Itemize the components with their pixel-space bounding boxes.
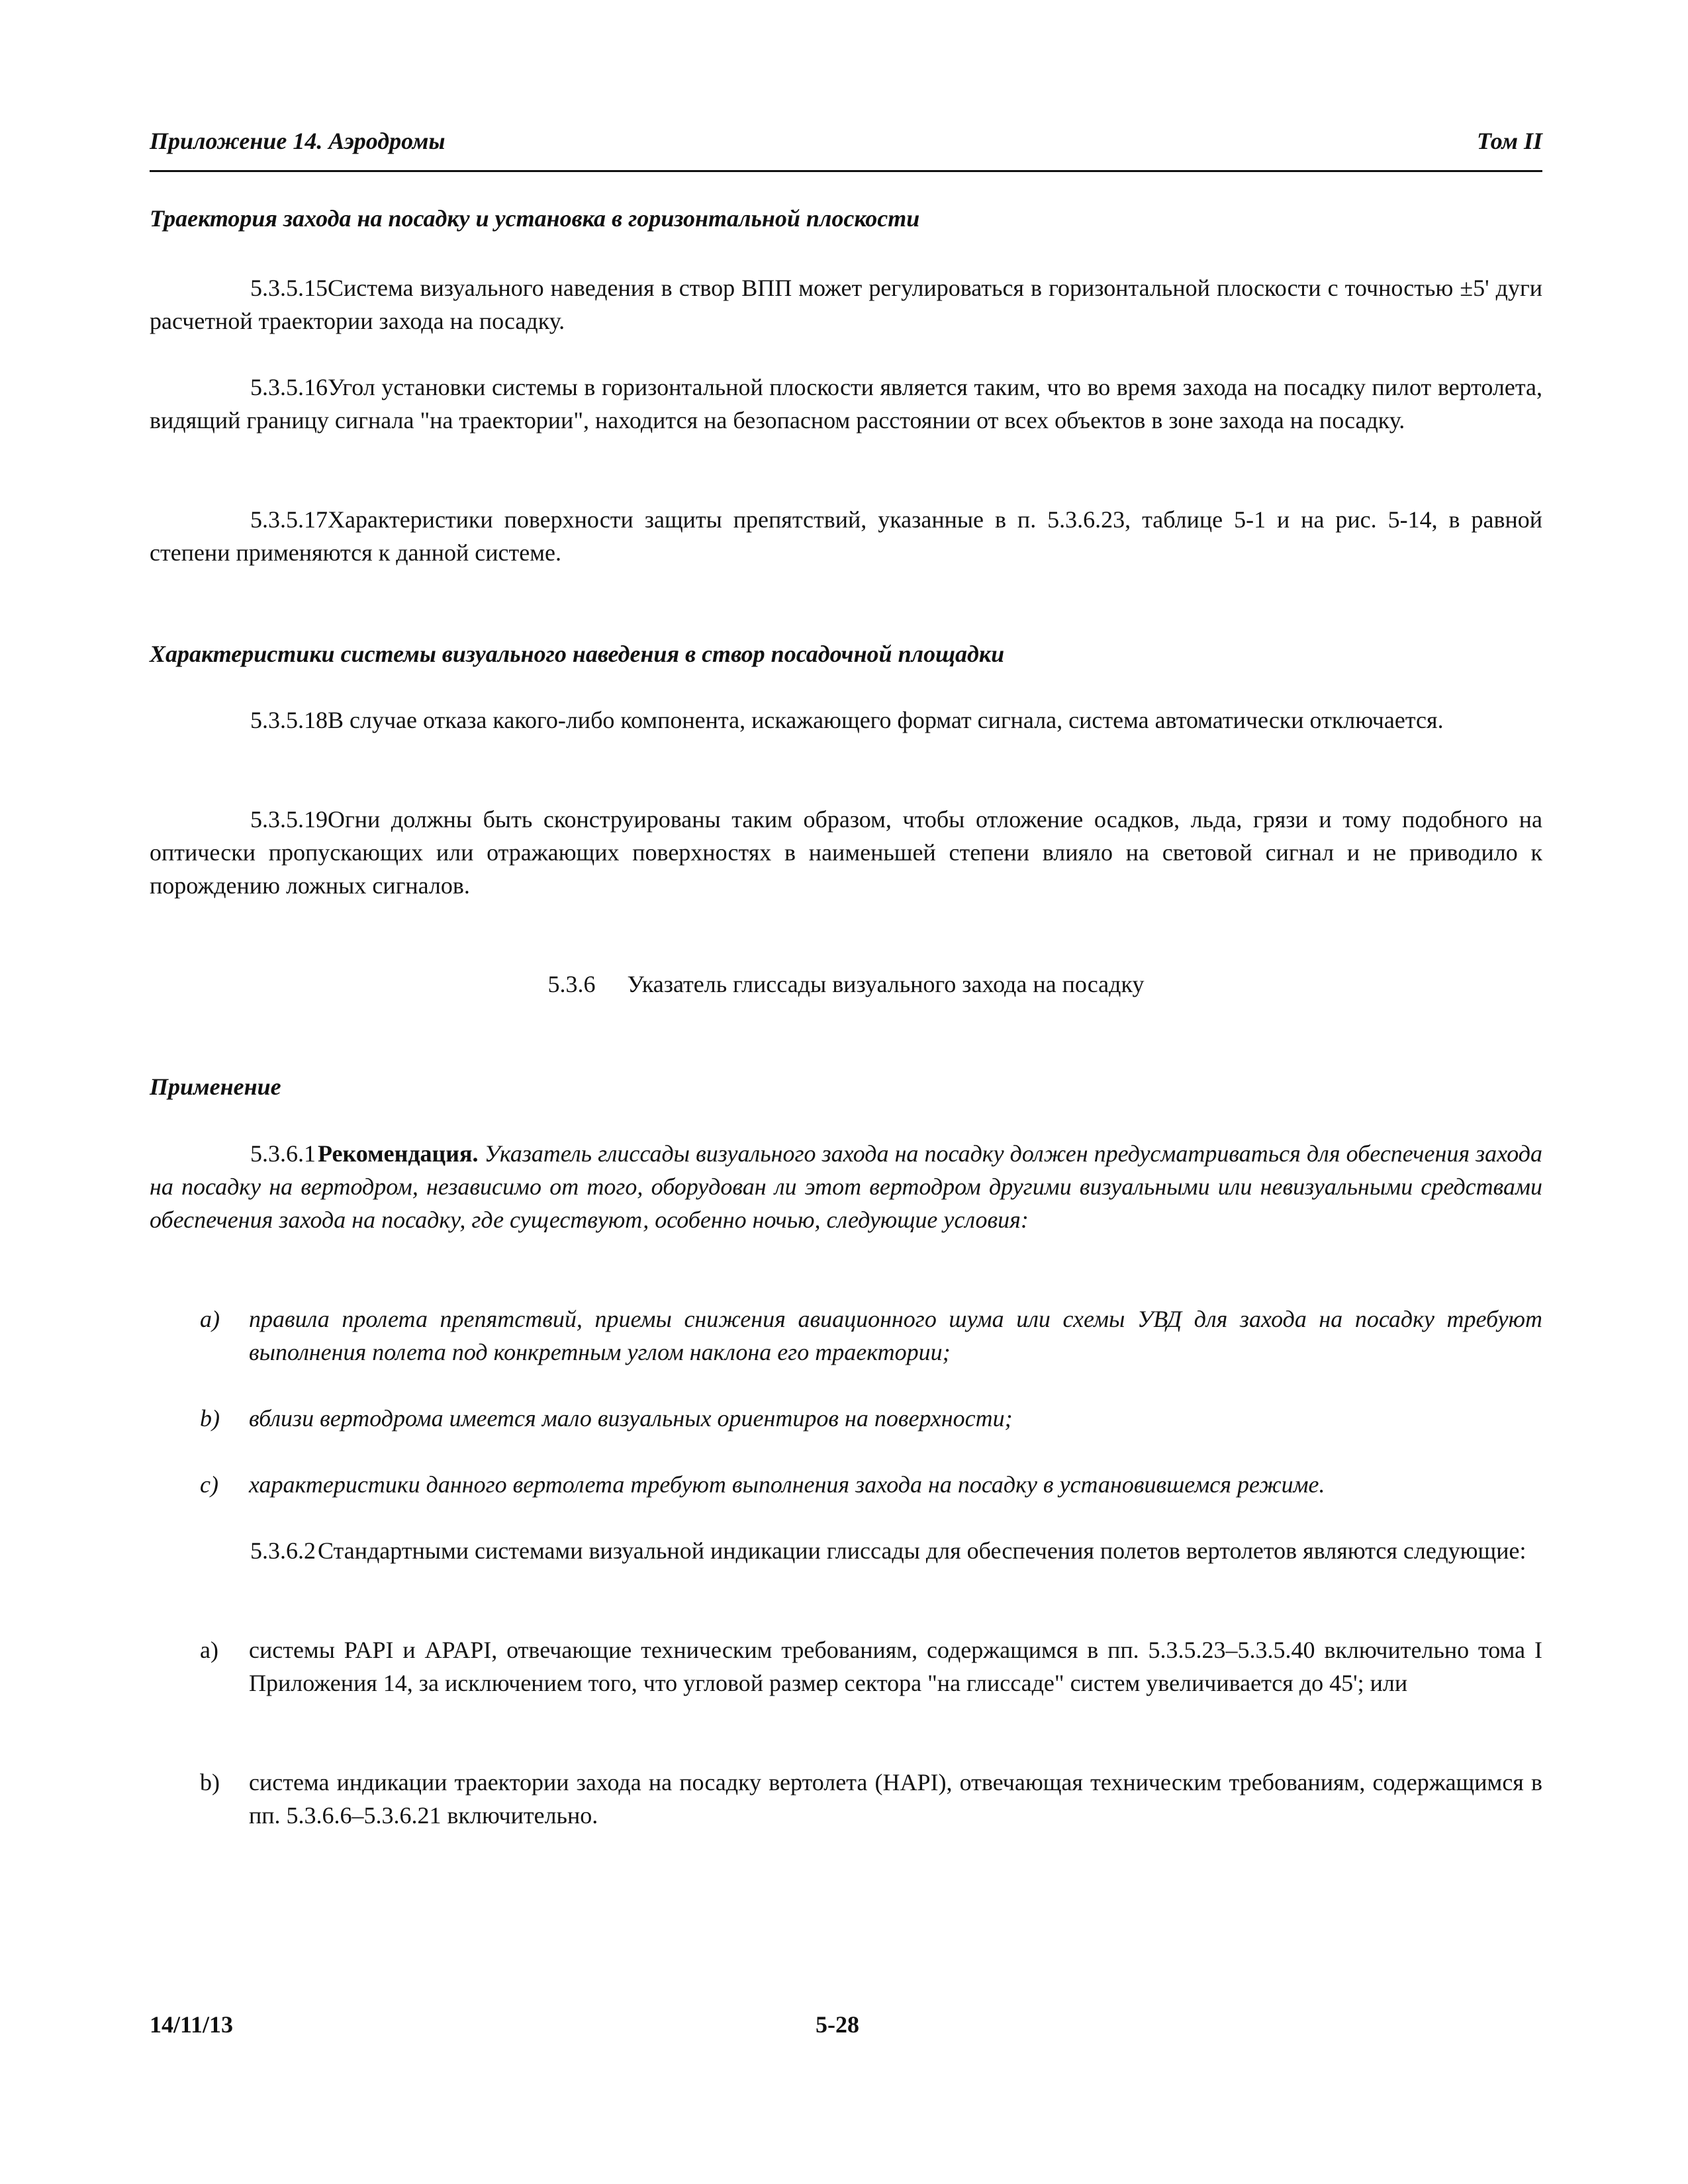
list-marker: a) bbox=[200, 1306, 220, 1332]
paragraph-number: 5.3.6.2 bbox=[250, 1537, 316, 1564]
section-title-application bbox=[150, 1070, 1542, 1103]
recommendation-label: Рекомендация. bbox=[318, 1140, 479, 1167]
paragraph-5-3-6-1 bbox=[150, 1137, 1542, 1236]
paragraph-text: В случае отказа какого-либо компонента, искажающего формат сигнала, система автоматически отключается. bbox=[328, 707, 1444, 733]
section-title-visual-guidance bbox=[150, 637, 1542, 670]
section-title-approach-horizontal bbox=[150, 202, 1542, 235]
list-item-text: характеристики данного вертолета требуют выполнения захода на посадку в установившемся режиме. bbox=[249, 1471, 1325, 1498]
paragraph-5-3-5-15 bbox=[150, 271, 1542, 338]
list-item bbox=[150, 1302, 1542, 1369]
paragraph-number: 5.3.6.1 bbox=[250, 1140, 316, 1167]
list-item bbox=[150, 1402, 1542, 1435]
paragraph-number: 5.3.5.16 bbox=[250, 374, 328, 400]
paragraph-number: 5.3.5.15 bbox=[250, 275, 328, 301]
list-marker: a) bbox=[200, 1637, 218, 1663]
paragraph-number: 5.3.5.17 bbox=[250, 506, 328, 533]
header-rule bbox=[150, 170, 1542, 172]
header-title: Приложение 14. Аэродромы bbox=[150, 128, 445, 154]
paragraph-number: 5.3.5.19 bbox=[250, 806, 328, 833]
paragraph-5-3-5-18 bbox=[150, 704, 1542, 737]
subheading: Характеристики системы визуального наведения в створ посадочной площадки bbox=[150, 641, 1005, 667]
paragraph-5-3-6-2 bbox=[150, 1534, 1542, 1567]
paragraph-text: Указатель глиссады визуального захода на посадку должен предусматриваться для обеспечения захода на посадку на вертодром, независимо от того, оборудован ли этот вертодром другими визуальными или невизуальными средствами обеспечения захода на посадку, где существуют, особенно ночью, следующие условия: bbox=[150, 1140, 1543, 1233]
paragraph-5-3-5-17 bbox=[150, 503, 1542, 569]
list-item-text: правила пролета препятствий, приемы снижения авиационного шума или схемы УВД для захода на посадку требуют выполнения полета под конкретным углом наклона его траектории; bbox=[249, 1306, 1542, 1365]
list-marker: b) bbox=[200, 1769, 220, 1796]
list-item bbox=[150, 1766, 1542, 1832]
paragraph-5-3-5-16 bbox=[150, 371, 1542, 437]
header-volume: Том II bbox=[1477, 128, 1542, 154]
list-item bbox=[150, 1468, 1542, 1501]
paragraph-text: Характеристики поверхности защиты препятствий, указанные в п. 5.3.6.23, таблице 5-1 и на рис. 5-14, в равной степени применяются к данной системе. bbox=[150, 506, 1542, 566]
list-item-text: вблизи вертодрома имеется мало визуальных ориентиров на поверхности; bbox=[249, 1405, 1013, 1432]
heading-text: Указатель глиссады визуального захода на посадку bbox=[627, 971, 1145, 997]
footer-date: 14/11/13 bbox=[150, 2011, 234, 2038]
subheading: Траектория захода на посадку и установка в горизонтальной плоскости bbox=[150, 205, 920, 232]
list-item-text: системы PAPI и APAPI, отвечающие техническим требованиям, содержащимся в пп. 5.3.5.23–5.3.5.40 включительно тома I Приложения 14, за исключением того, что угловой размер сектора "на глиссаде" систем увеличивается до 45'; или bbox=[249, 1637, 1542, 1696]
paragraph-5-3-5-19 bbox=[150, 803, 1542, 902]
list-marker: c) bbox=[200, 1471, 218, 1498]
list-marker: b) bbox=[200, 1405, 220, 1432]
list-item-text: система индикации траектории захода на посадку вертолета (HAPI), отвечающая техническим требованиям, содержащимся в пп. 5.3.6.6–5.3.6.21 включительно. bbox=[249, 1769, 1542, 1829]
heading-number: 5.3.6 bbox=[547, 971, 596, 997]
paragraph-number: 5.3.5.18 bbox=[250, 707, 328, 733]
paragraph-text: Стандартными системами визуальной индикации глиссады для обеспечения полетов вертолетов являются следующие: bbox=[318, 1537, 1526, 1564]
section-heading-5-3-6 bbox=[150, 968, 1542, 1001]
subheading: Применение bbox=[150, 1073, 281, 1100]
page-number: 5-28 bbox=[816, 2011, 859, 2038]
paragraph-text: Система визуального наведения в створ ВПП может регулироваться в горизонтальной плоскости с точностью ±5' дуги расчетной траектории захода на посадку. bbox=[150, 275, 1542, 334]
paragraph-text: Огни должны быть сконструированы таким образом, чтобы отложение осадков, льда, грязи и тому подобного на оптически пропускающих или отражающих поверхностях в наименьшей степени влияло на световой сигнал и не приводило к порождению ложных сигналов. bbox=[150, 806, 1542, 899]
paragraph-text: Угол установки системы в горизонтальной плоскости является таким, что во время захода на посадку пилот вертолета, видящий границу сигнала "на траектории", находится на безопасном расстоянии от всех объектов в зоне захода на посадку. bbox=[150, 374, 1542, 433]
list-item bbox=[150, 1633, 1542, 1700]
